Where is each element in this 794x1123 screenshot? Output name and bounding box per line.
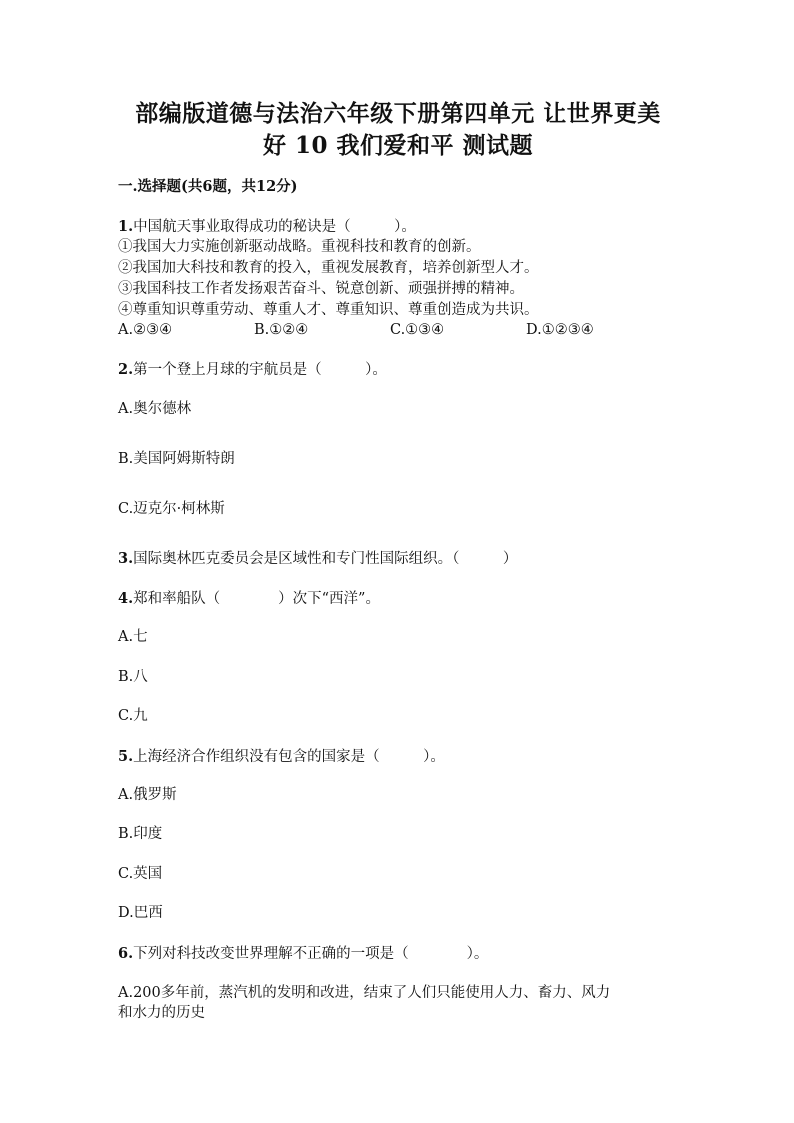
question-stem: 下列对科技改变世界理解不正确的一项是（ ）。 [133,946,489,962]
q5-option-a[interactable]: A.俄罗斯 [118,787,177,803]
question-3 [118,548,517,570]
q1-statement-4: ④尊重知识尊重劳动、尊重人才、尊重知识、尊重创造成为共识。 [118,302,539,318]
question-stem: 中国航天事业取得成功的秘诀是（ ）。 [133,219,416,235]
question-number: 6. [118,945,134,962]
q2-option-b[interactable]: B.美国阿姆斯特朗 [118,451,235,467]
q1-option-d[interactable]: D.①②③④ [526,322,594,338]
q5-option-b[interactable]: B.印度 [118,826,163,842]
q5-option-d[interactable]: D.巴西 [118,905,163,921]
q1-statement-3: ③我国科技工作者发扬艰苦奋斗、锐意创新、顽强拼搏的精神。 [118,281,524,297]
question-2 [118,359,387,381]
q2-option-c[interactable]: C.迈克尔·柯林斯 [118,501,225,517]
question-4 [118,588,380,610]
question-stem: 郑和率船队（ ）次下“西洋”。 [133,591,380,607]
question-number: 5. [118,748,134,765]
question-5 [118,746,445,768]
q6-option-a-line-1[interactable]: A.200多年前，蒸汽机的发明和改进，结束了人们只能使用人力、畜力、风力 [118,985,611,1001]
q4-option-b[interactable]: B.八 [118,669,148,685]
q4-option-a[interactable]: A.七 [118,629,148,645]
page-title-line-1: 部编版道德与法治六年级下册第四单元 让世界更美 [135,100,661,127]
question-number: 3. [118,550,134,567]
question-stem: 上海经济合作组织没有包含的国家是（ ）。 [133,749,445,765]
q6-option-a-line-2[interactable]: 和水力的历史 [118,1005,205,1021]
section-heading: 一.选择题(共6题，共12分) [118,178,298,195]
q1-option-a[interactable]: A.②③④ [118,322,173,338]
q1-statement-1: ①我国大力实施创新驱动战略。重视科技和教育的创新。 [118,239,481,255]
question-number: 1. [118,218,134,235]
q1-options [118,320,678,341]
question-stem: 国际奥林匹克委员会是区域性和专门性国际组织。（ ） [133,551,518,567]
question-stem: 第一个登上月球的宇航员是（ ）。 [133,362,387,378]
q1-option-c[interactable]: C.①③④ [390,322,445,338]
question-1 [118,216,416,238]
q2-option-a[interactable]: A.奥尔德林 [118,401,192,417]
q4-option-c[interactable]: C.九 [118,708,148,724]
q1-statement-2: ②我国加大科技和教育的投入，重视发展教育，培养创新型人才。 [118,260,539,276]
page-title-line-2: 好 10 我们爱和平 测试题 [262,132,534,159]
question-6 [118,943,488,965]
q1-option-b[interactable]: B.①②④ [254,322,309,338]
q5-option-c[interactable]: C.英国 [118,866,163,882]
question-number: 2. [118,361,134,378]
question-number: 4. [118,590,134,607]
